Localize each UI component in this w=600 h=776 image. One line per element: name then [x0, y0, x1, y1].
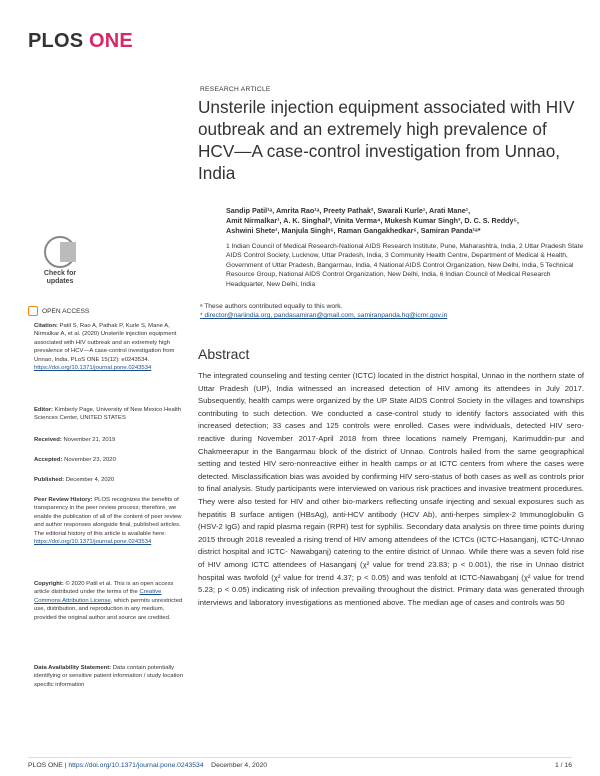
copyright-rest: , which permits unrestricted use, distribution, and reproduction in any medium, provided the original author and source are credited.	[34, 597, 183, 621]
open-access-label	[28, 306, 89, 316]
peer-review-link[interactable]: https://doi.org/10.1371/journal.pone.0243534	[34, 539, 152, 546]
published-date: December 4, 2020	[65, 477, 115, 483]
peer-review-text: PLOS recognizes the benefits of transparency in the peer review process; therefore, we enable the publication of all of the content of peer review and author responses alongside final, published articles. The editorial history of this article is available here:	[34, 497, 182, 537]
email-links[interactable]: * director@nariindia.org, pandasamiran@gmail.com, samiranpanda.hq@icmr.gov.in	[200, 312, 448, 320]
editor-label: Editor:	[34, 407, 53, 413]
abstract-text: The integrated counseling and testing center (ICTC) located in the district hospital, Unnao in the northern state of Uttar Pradesh (UP), India witnessed an increased detection of HIV among its attendees in July 2017. Subsequently, health camps were organized by the UP State AIDS Control Society in the villages and townships contributing to such detection. We conducted a case-control study to identify factors associated with this increased detection; 33 cases and 125 controls were enrolled. Cases were individuals, detected HIV sero-reactive during November 2017-April 2018 from three locations namely Premganj, Karimuddin-pur and Chakmeerapur in the Bangarmau block of the district of Unnao. Controls hailed from the same geographical setting and tested HIV sero-nonreactive either in health camps or at ICTC centers from where the cases were detected. Misclassification bias was avoided by confirming HIV sero-status of both cases as well as controls prior to final analysis. Study participants were interviewed on various risk practices and invasive treatment procedures. They were also tested for HIV and other bio-markers reflecting unsafe injecting and sexual exposures such as hepatitis B surface antigen (HBsAg), anti-HCV antibody (HCV Ab), anti-herpes simplex-2 Immunoglobulin G (HSV-2 IgG) and rapid plasma regain (RPR) test for syphilis. Secondary data analysis on three time points during 2015 through 2018 revealed a rising trend of HIV among attendees of the ICTCs (ICTC-Hasanganj, ICTC-Unnao district hospital and ICTC- Nawabganj) catering to the entire district of Unnao. While there was a seven fold rise of HIV among ICTC attendees of Hasanganj (χ² value for trend 23.83; p < 0.001), the rise in Unnao district hospital was twofold (χ² value for trend 4.37; p < 0.05) and was tenfold at ICTC-Nawabganj (χ² value for trend 5.23; p < 0.05) indicating risk of infection prevailing throughout the district. Primary data was generated through interviews and laboratory investigations as mentioned above. The median age of cases and controls was 50	[198, 371, 584, 607]
author-line: Ashwini Shete¹, Manjula Singh⁶, Raman Gangakhedkar⁶, Samiran Panda¹ᵃ*	[226, 226, 481, 235]
footer-separator: |	[62, 762, 69, 769]
received-label: Received:	[34, 437, 62, 443]
data-availability-text: Data contain potentially identifying or sensitive patient information / study location specific information	[34, 665, 183, 688]
accepted-block	[34, 456, 186, 464]
received-block	[34, 436, 186, 444]
footer-date: December 4, 2020	[211, 762, 268, 769]
copyright-label: Copyright:	[34, 581, 64, 587]
peer-review-label: Peer Review History:	[34, 497, 93, 503]
article-title: Unsterile injection equipment associated with HIV outbreak and an extremely high prevalence of HCV—A case-control investigation from Unnao, India	[198, 97, 575, 183]
author-list	[226, 206, 586, 236]
article-type: RESEARCH ARTICLE	[200, 86, 271, 93]
license-link[interactable]: Creative Commons Attribution License	[34, 589, 162, 604]
check-updates-label: Check for updates	[43, 270, 77, 285]
open-lock-icon	[28, 306, 38, 316]
data-availability-block	[34, 664, 186, 689]
footer-journal: PLOS ONE	[28, 762, 63, 769]
published-block	[34, 476, 186, 484]
contact-emails[interactable]	[200, 311, 580, 320]
copyright-text: © 2020 Patil et al. This is an open access article distributed under the terms of the	[34, 581, 174, 596]
check-for-updates-badge[interactable]	[38, 236, 82, 292]
page-footer	[28, 762, 572, 769]
journal-logo	[28, 30, 133, 53]
check-updates-icon	[44, 236, 76, 268]
author-line: Amit Nirmalkar¹, A. K. Singhal³, Vinita Verma⁴, Mukesh Kumar Singh³, D. C. S. Reddy⁵,	[226, 216, 519, 225]
citation-block	[34, 322, 186, 372]
footer-doi-link[interactable]: https://doi.org/10.1371/journal.pone.0243534	[68, 762, 204, 769]
author-notes	[200, 302, 580, 321]
affiliations: 1 Indian Council of Medical Research-National AIDS Research Institute, Pune, Maharashtra, India, 2 Uttar Pradesh State AIDS Control Society, Lucknow, Uttar Pradesh, India, 3 Community Health Centre, Department of Medical & Health, Government of Uttar Pradesh, Bangarmau, India, 4 National AIDS Control Organization, New Delhi, India, 5 Technical Resource Group, National AIDS Control Organization, New Delhi, India, 6 Indian Council of Medical Research Headquarter, New Delhi, India	[226, 243, 584, 288]
peer-review-block	[34, 496, 186, 546]
accepted-label: Accepted:	[34, 457, 63, 463]
citation-label: Citation:	[34, 323, 58, 329]
copyright-block	[34, 580, 186, 622]
citation-text: Patil S, Rao A, Pathak P, Kurle S, Mane A, Nirmalkar A, et al. (2020) Unsterile injection equipment associated with HIV outbreak and an extremely high prevalence of HCV—A case-control investigation from Unnao, India. PLoS ONE 15(12): e0243534.	[34, 323, 177, 363]
author-line: Sandip Patil¹ᵃ, Amrita Rao¹ᵃ, Preety Pathak², Swarali Kurle¹, Arati Mane¹,	[226, 206, 471, 215]
editor-block	[34, 406, 186, 423]
open-access-text: OPEN ACCESS	[42, 307, 90, 315]
logo-one: ONE	[89, 30, 133, 52]
accepted-date: November 23, 2020	[64, 457, 116, 463]
equal-contribution-note: ᵃ These authors contributed equally to this work.	[200, 303, 343, 310]
abstract-heading: Abstract	[198, 346, 250, 362]
published-label: Published:	[34, 477, 65, 483]
received-date: November 21, 2019	[63, 437, 116, 443]
page-number: 1 / 16	[554, 762, 572, 769]
footer-divider	[28, 757, 572, 758]
citation-doi-link[interactable]: https://doi.org/10.1371/journal.pone.0243534	[34, 365, 152, 372]
logo-plos: PLOS	[28, 30, 84, 52]
editor-text: Kimberly Page, University of New Mexico Health Sciences Center, UNITED STATES	[34, 407, 181, 422]
data-availability-label: Data Availability Statement:	[34, 665, 112, 671]
